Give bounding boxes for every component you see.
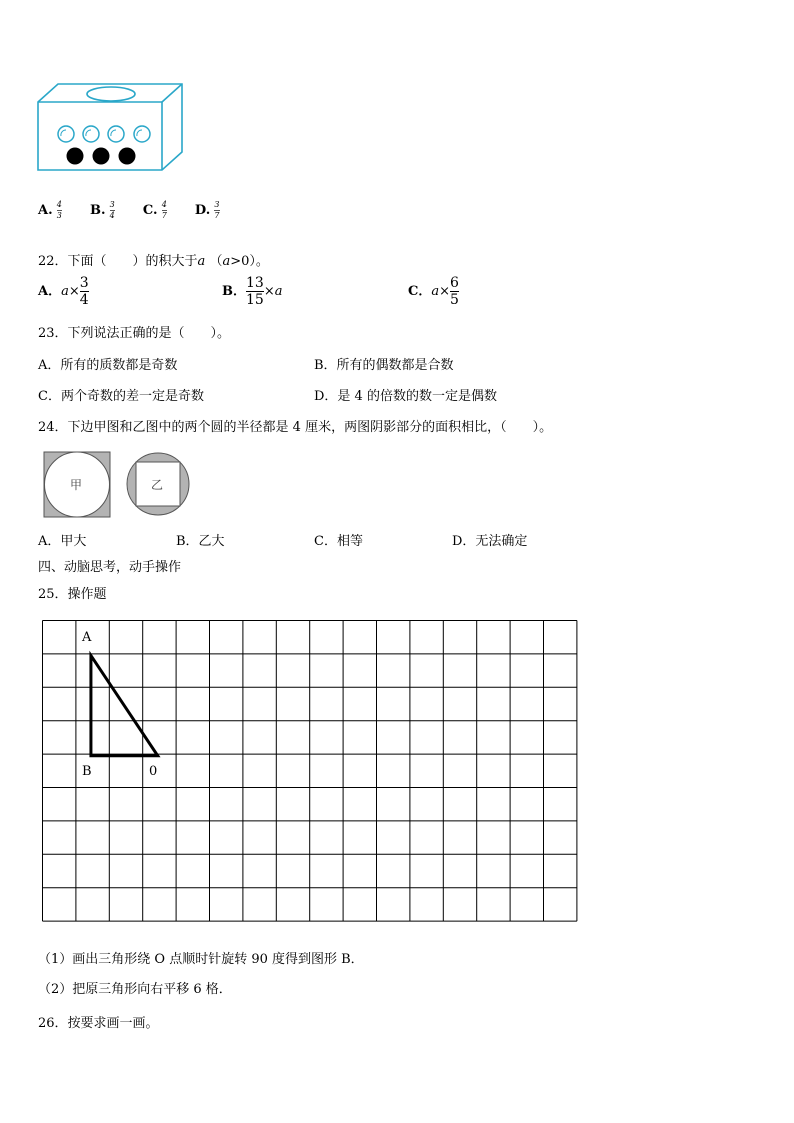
section-4-title: 四、动脑思考，动手操作 [38, 560, 182, 575]
q22-option-b[interactable]: B． $\frac{13}{15}$ ×a [222, 275, 283, 308]
triangle-abo [91, 656, 158, 756]
operation-grid[interactable] [42, 620, 582, 930]
q21-options [38, 201, 220, 220]
q22-option-a[interactable]: A．a× $\frac{3}{4}$ [38, 275, 89, 308]
point-b-label: B [82, 764, 92, 779]
figure-yi-label: 乙 [151, 478, 164, 492]
q26-stem: 26．按要求画一画。 [38, 1016, 159, 1031]
q22-option-c[interactable]: C．a× $\frac{6}{5}$ [408, 275, 459, 308]
q23-option-b[interactable]: B．所有的偶数都是合数 [314, 358, 454, 373]
q24-stem: 24．下边甲图和乙图中的两个圆的半径都是 4 厘米，两图阴影部分的面积相比，（ ）。 [38, 420, 553, 435]
q21-option-b[interactable]: B. $\frac{3}{4}$ [90, 200, 115, 220]
q25-sub2: （2）把原三角形向右平移 6 格． [38, 982, 232, 997]
q24-option-c[interactable]: C．相等 [314, 534, 363, 549]
black-balls [67, 148, 136, 165]
q21-option-a[interactable]: A. $\frac{4}{3}$ [38, 200, 62, 220]
q23-stem: 23．下列说法正确的是（ ）。 [38, 326, 231, 341]
q23-option-d[interactable]: D．是 4 的倍数的数一定是偶数 [314, 389, 497, 404]
q23-option-c[interactable]: C．两个奇数的差一定是奇数 [38, 389, 204, 404]
q24-option-b[interactable]: B．乙大 [176, 534, 225, 549]
white-balls [58, 126, 150, 142]
q21-option-d[interactable]: D. $\frac{3}{7}$ [194, 200, 220, 220]
ball-box-figure [36, 82, 186, 177]
q24-option-a[interactable]: A．甲大 [38, 534, 87, 549]
point-o-label: 0 [149, 764, 158, 779]
figure-jia-label: 甲 [70, 478, 83, 492]
q23-option-a[interactable]: A．所有的质数都是奇数 [38, 358, 178, 373]
q25-sub1: （1）画出三角形绕 O 点顺时针旋转 90 度得到图形 B． [38, 952, 364, 967]
q25-stem: 25．操作题 [38, 587, 107, 602]
box-opening [87, 87, 135, 101]
point-a-label: A [82, 630, 92, 645]
q24-option-d[interactable]: D．无法确定 [452, 534, 528, 549]
q21-option-c[interactable]: C. $\frac{4}{7}$ [142, 200, 167, 220]
q22-stem: 22．下面（ ）的积大于a （a>0）。 [38, 254, 269, 269]
